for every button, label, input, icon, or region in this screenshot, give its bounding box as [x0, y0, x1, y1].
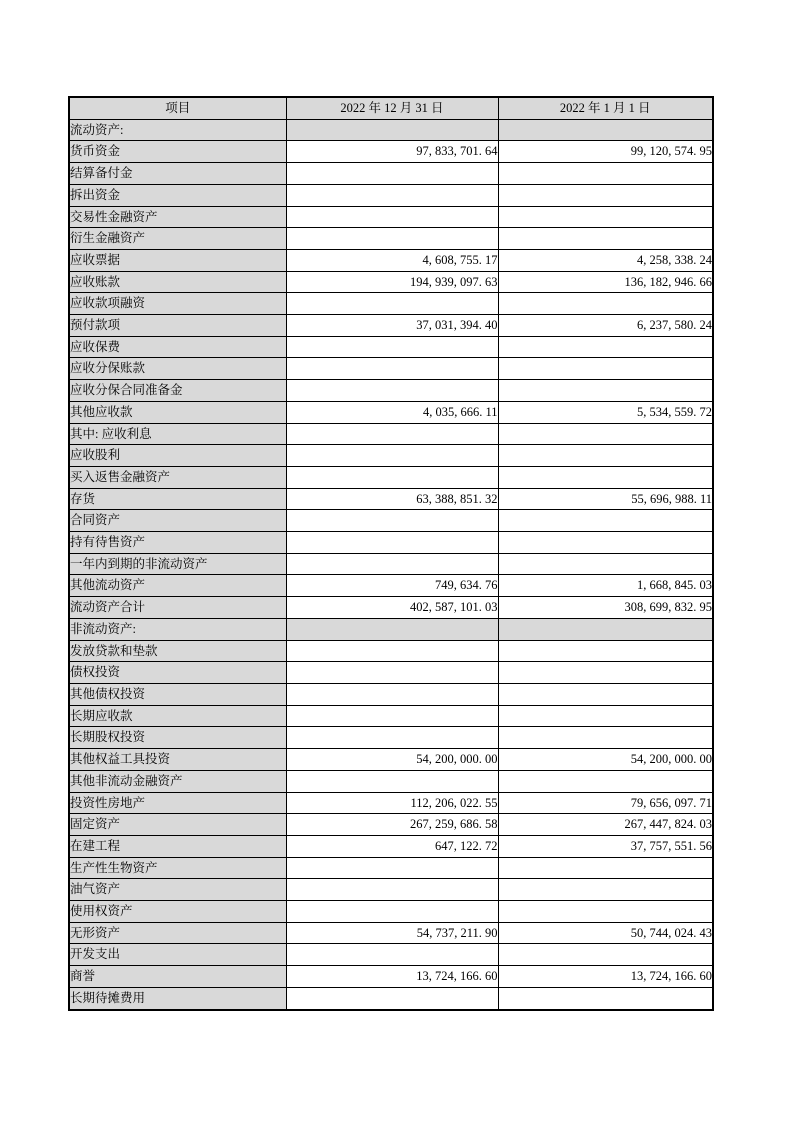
item-label-cell: 买入返售金融资产 — [69, 466, 286, 488]
value-cell-current — [286, 879, 498, 901]
value-cell-prior — [498, 163, 713, 185]
item-label-cell: 其他应收款 — [69, 401, 286, 423]
value-cell-current — [286, 466, 498, 488]
value-cell-current: 749, 634. 76 — [286, 575, 498, 597]
item-label-cell: 衍生金融资产 — [69, 228, 286, 250]
table-row — [69, 575, 713, 597]
value-cell-prior — [498, 662, 713, 684]
value-cell-prior — [498, 683, 713, 705]
table-row — [69, 271, 713, 293]
value-cell-prior — [498, 857, 713, 879]
balance-sheet-body — [69, 119, 713, 1009]
value-cell-current: 647, 122. 72 — [286, 835, 498, 857]
value-cell-current: 54, 737, 211. 90 — [286, 922, 498, 944]
item-label-cell: 交易性金融资产 — [69, 206, 286, 228]
value-cell-prior: 5, 534, 559. 72 — [498, 401, 713, 423]
value-cell-current — [286, 532, 498, 554]
table-row — [69, 488, 713, 510]
item-label-cell: 发放贷款和垫款 — [69, 640, 286, 662]
table-row — [69, 835, 713, 857]
item-label-cell: 其他流动资产 — [69, 575, 286, 597]
table-row — [69, 683, 713, 705]
value-cell-current — [286, 727, 498, 749]
value-cell-current — [286, 944, 498, 966]
value-cell-current: 37, 031, 394. 40 — [286, 315, 498, 337]
value-cell-prior: 4, 258, 338. 24 — [498, 249, 713, 271]
item-label-cell: 其中: 应收利息 — [69, 423, 286, 445]
item-label-cell: 生产性生物资产 — [69, 857, 286, 879]
item-label-cell: 应收保费 — [69, 336, 286, 358]
item-label-cell: 投资性房地产 — [69, 792, 286, 814]
table-row — [69, 293, 713, 315]
section-row — [69, 119, 713, 141]
table-row — [69, 749, 713, 771]
value-cell-current: 54, 200, 000. 00 — [286, 749, 498, 771]
value-cell-current — [286, 857, 498, 879]
value-cell-current: 194, 939, 097. 63 — [286, 271, 498, 293]
item-label-cell: 应收款项融资 — [69, 293, 286, 315]
item-label-cell: 持有待售资产 — [69, 532, 286, 554]
value-cell-prior — [498, 727, 713, 749]
value-cell-current — [286, 336, 498, 358]
value-cell-current: 63, 388, 851. 32 — [286, 488, 498, 510]
value-cell-prior — [498, 184, 713, 206]
value-cell-prior — [498, 228, 713, 250]
value-cell-current: 4, 035, 666. 11 — [286, 401, 498, 423]
table-row — [69, 705, 713, 727]
value-cell-current — [286, 553, 498, 575]
value-cell-current: 112, 206, 022. 55 — [286, 792, 498, 814]
value-cell-prior — [498, 445, 713, 467]
item-label-cell: 合同资产 — [69, 510, 286, 532]
table-row — [69, 358, 713, 380]
table-row — [69, 423, 713, 445]
value-cell-prior — [498, 553, 713, 575]
value-cell-prior — [498, 423, 713, 445]
table-row — [69, 401, 713, 423]
value-cell-prior — [498, 380, 713, 402]
item-label-cell: 使用权资产 — [69, 901, 286, 923]
value-cell-current: 4, 608, 755. 17 — [286, 249, 498, 271]
item-label-cell: 其他非流动金融资产 — [69, 770, 286, 792]
value-cell-prior — [498, 510, 713, 532]
table-row — [69, 814, 713, 836]
item-label-cell: 货币资金 — [69, 141, 286, 163]
value-cell-current — [286, 293, 498, 315]
item-label-cell: 应收分保账款 — [69, 358, 286, 380]
table-row — [69, 141, 713, 163]
item-label-cell: 非流动资产: — [69, 618, 286, 640]
item-label-cell: 长期股权投资 — [69, 727, 286, 749]
item-label-cell: 存货 — [69, 488, 286, 510]
header-cell-date-current: 2022 年 12 月 31 日 — [286, 97, 498, 119]
value-cell-prior — [498, 944, 713, 966]
table-row — [69, 510, 713, 532]
value-cell-prior — [498, 618, 713, 640]
value-cell-current: 13, 724, 166. 60 — [286, 966, 498, 988]
value-cell-current — [286, 770, 498, 792]
item-label-cell: 应收票据 — [69, 249, 286, 271]
table-row — [69, 944, 713, 966]
value-cell-prior — [498, 336, 713, 358]
value-cell-current — [286, 662, 498, 684]
value-cell-prior — [498, 293, 713, 315]
item-label-cell: 长期应收款 — [69, 705, 286, 727]
value-cell-current — [286, 445, 498, 467]
value-cell-current — [286, 901, 498, 923]
value-cell-prior — [498, 640, 713, 662]
value-cell-prior — [498, 119, 713, 141]
table-row — [69, 163, 713, 185]
item-label-cell: 其他债权投资 — [69, 683, 286, 705]
table-row — [69, 662, 713, 684]
table-row — [69, 966, 713, 988]
value-cell-current — [286, 987, 498, 1009]
value-cell-prior: 79, 656, 097. 71 — [498, 792, 713, 814]
value-cell-prior: 13, 724, 166. 60 — [498, 966, 713, 988]
value-cell-prior: 54, 200, 000. 00 — [498, 749, 713, 771]
table-row — [69, 445, 713, 467]
value-cell-prior: 6, 237, 580. 24 — [498, 315, 713, 337]
table-row — [69, 597, 713, 619]
value-cell-current — [286, 705, 498, 727]
value-cell-current — [286, 184, 498, 206]
table-row — [69, 901, 713, 923]
value-cell-prior: 1, 668, 845. 03 — [498, 575, 713, 597]
item-label-cell: 流动资产: — [69, 119, 286, 141]
value-cell-current — [286, 358, 498, 380]
value-cell-prior — [498, 358, 713, 380]
header-cell-date-prior: 2022 年 1 月 1 日 — [498, 97, 713, 119]
value-cell-prior — [498, 206, 713, 228]
item-label-cell: 结算备付金 — [69, 163, 286, 185]
value-cell-prior — [498, 466, 713, 488]
item-label-cell: 流动资产合计 — [69, 597, 286, 619]
item-label-cell: 开发支出 — [69, 944, 286, 966]
table-row — [69, 857, 713, 879]
table-row — [69, 553, 713, 575]
table-row — [69, 792, 713, 814]
item-label-cell: 应收分保合同准备金 — [69, 380, 286, 402]
value-cell-current — [286, 206, 498, 228]
value-cell-current — [286, 423, 498, 445]
item-label-cell: 债权投资 — [69, 662, 286, 684]
table-row — [69, 770, 713, 792]
item-label-cell: 无形资产 — [69, 922, 286, 944]
table-row — [69, 727, 713, 749]
table-row — [69, 206, 713, 228]
value-cell-current — [286, 683, 498, 705]
value-cell-current — [286, 119, 498, 141]
value-cell-current: 267, 259, 686. 58 — [286, 814, 498, 836]
value-cell-current — [286, 228, 498, 250]
table-row — [69, 336, 713, 358]
item-label-cell: 应收账款 — [69, 271, 286, 293]
value-cell-current — [286, 163, 498, 185]
table-row — [69, 249, 713, 271]
table-row — [69, 922, 713, 944]
value-cell-prior — [498, 770, 713, 792]
table-row — [69, 532, 713, 554]
item-label-cell: 拆出资金 — [69, 184, 286, 206]
table-row — [69, 315, 713, 337]
value-cell-prior — [498, 987, 713, 1009]
item-label-cell: 商誉 — [69, 966, 286, 988]
balance-sheet-table — [68, 96, 714, 1011]
item-label-cell: 油气资产 — [69, 879, 286, 901]
header-cell-item: 项目 — [69, 97, 286, 119]
value-cell-prior — [498, 901, 713, 923]
value-cell-prior: 55, 696, 988. 11 — [498, 488, 713, 510]
value-cell-current — [286, 640, 498, 662]
table-row — [69, 380, 713, 402]
table-row — [69, 184, 713, 206]
value-cell-prior: 267, 447, 824. 03 — [498, 814, 713, 836]
value-cell-current — [286, 618, 498, 640]
item-label-cell: 预付款项 — [69, 315, 286, 337]
table-row — [69, 228, 713, 250]
value-cell-current: 97, 833, 701. 64 — [286, 141, 498, 163]
value-cell-current — [286, 380, 498, 402]
table-row — [69, 987, 713, 1009]
value-cell-prior — [498, 532, 713, 554]
value-cell-prior: 37, 757, 551. 56 — [498, 835, 713, 857]
value-cell-current: 402, 587, 101. 03 — [286, 597, 498, 619]
item-label-cell: 一年内到期的非流动资产 — [69, 553, 286, 575]
value-cell-prior — [498, 879, 713, 901]
header-row — [69, 97, 713, 119]
value-cell-current — [286, 510, 498, 532]
value-cell-prior: 136, 182, 946. 66 — [498, 271, 713, 293]
value-cell-prior: 308, 699, 832. 95 — [498, 597, 713, 619]
item-label-cell: 在建工程 — [69, 835, 286, 857]
item-label-cell: 固定资产 — [69, 814, 286, 836]
table-row — [69, 466, 713, 488]
table-row — [69, 879, 713, 901]
section-row — [69, 618, 713, 640]
value-cell-prior: 50, 744, 024. 43 — [498, 922, 713, 944]
item-label-cell: 其他权益工具投资 — [69, 749, 286, 771]
table-row — [69, 640, 713, 662]
item-label-cell: 长期待摊费用 — [69, 987, 286, 1009]
item-label-cell: 应收股利 — [69, 445, 286, 467]
value-cell-prior: 99, 120, 574. 95 — [498, 141, 713, 163]
value-cell-prior — [498, 705, 713, 727]
